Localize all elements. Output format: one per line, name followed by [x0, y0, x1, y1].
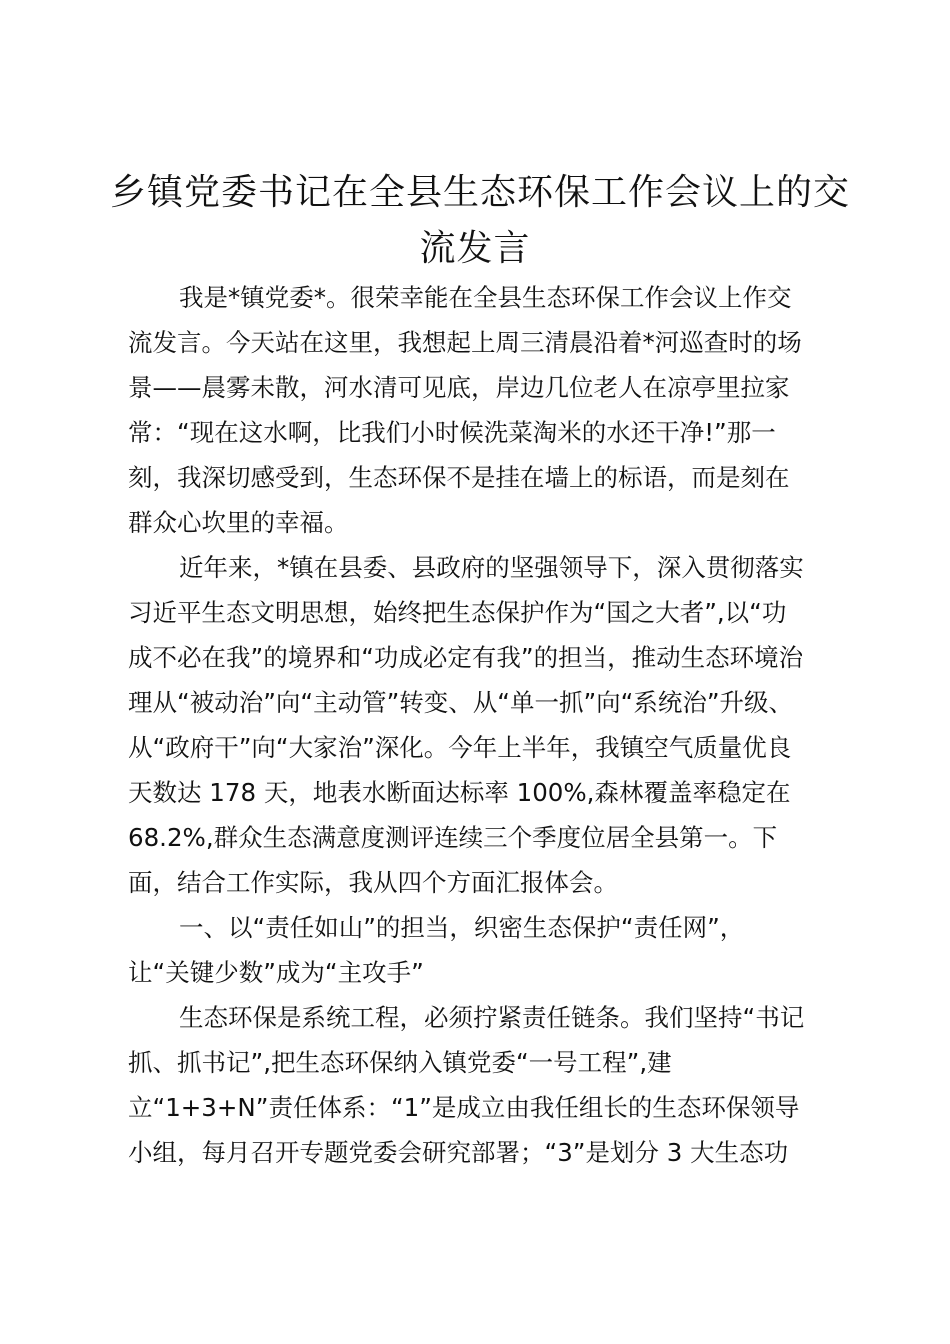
paragraph-2-line-8: 面，结合工作实际，我从四个方面汇报体会。 — [128, 868, 618, 897]
document-title-line-2: 流发言 — [419, 228, 531, 269]
document-title-line-1: 乡镇党委书记在全县生态环保工作会议上的交 — [110, 172, 851, 213]
paragraph-1-line-1: 我是*镇党委*。很荣幸能在全县生态环保工作会议上作交 — [179, 283, 792, 312]
paragraph-3-line-4: 小组，每月召开专题党委会研究部署；“3”是划分 3 大生态功 — [128, 1138, 789, 1167]
paragraph-3-line-1: 生态环保是系统工程，必须拧紧责任链条。我们坚持“书记 — [179, 1003, 805, 1032]
paragraph-1-line-4: 常：“现在这水啊，比我们小时候洗菜淘米的水还干净!”那一 — [128, 418, 776, 447]
paragraph-1-line-3: 景——晨雾未散，河水清可见底，岸边几位老人在凉亭里拉家 — [128, 373, 790, 402]
paragraph-2-line-2: 习近平生态文明思想，始终把生态保护作为“国之大者”,以“功 — [128, 598, 787, 627]
paragraph-3-line-3: 立“1+3+N”责任体系：“1”是成立由我任组长的生态环保领导 — [128, 1093, 800, 1122]
section-heading-1-line-2: 让“关键少数”成为“主攻手” — [128, 958, 424, 987]
paragraph-3-line-2: 抓、抓书记”,把生态环保纳入镇党委“一号工程”,建 — [128, 1048, 672, 1077]
paragraph-1-line-6: 群众心坎里的幸福。 — [128, 508, 349, 537]
paragraph-2-line-5: 从“政府干”向“大家治”深化。今年上半年，我镇空气质量优良 — [128, 733, 792, 762]
paragraph-2-line-1: 近年来，*镇在县委、县政府的坚强领导下，深入贯彻落实 — [179, 553, 804, 582]
section-heading-1-line-1: 一、以“责任如山”的担当，织密生态保护“责任网”， — [179, 913, 745, 942]
paragraph-1-line-5: 刻，我深切感受到，生态环保不是挂在墙上的标语，而是刻在 — [128, 463, 790, 492]
paragraph-2-line-6: 天数达 178 天，地表水断面达标率 100%,森林覆盖率稳定在 — [128, 778, 791, 807]
paragraph-2-line-4: 理从“被动治”向“主动管”转变、从“单一抓”向“系统治”升级、 — [128, 688, 794, 717]
paragraph-2-line-3: 成不必在我”的境界和“功成必定有我”的担当，推动生态环境治 — [128, 643, 804, 672]
paragraph-2-line-7: 68.2%,群众生态满意度测评连续三个季度位居全县第一。下 — [128, 823, 778, 852]
paragraph-1-line-2: 流发言。今天站在这里，我想起上周三清晨沿着*河巡查时的场 — [128, 328, 802, 357]
